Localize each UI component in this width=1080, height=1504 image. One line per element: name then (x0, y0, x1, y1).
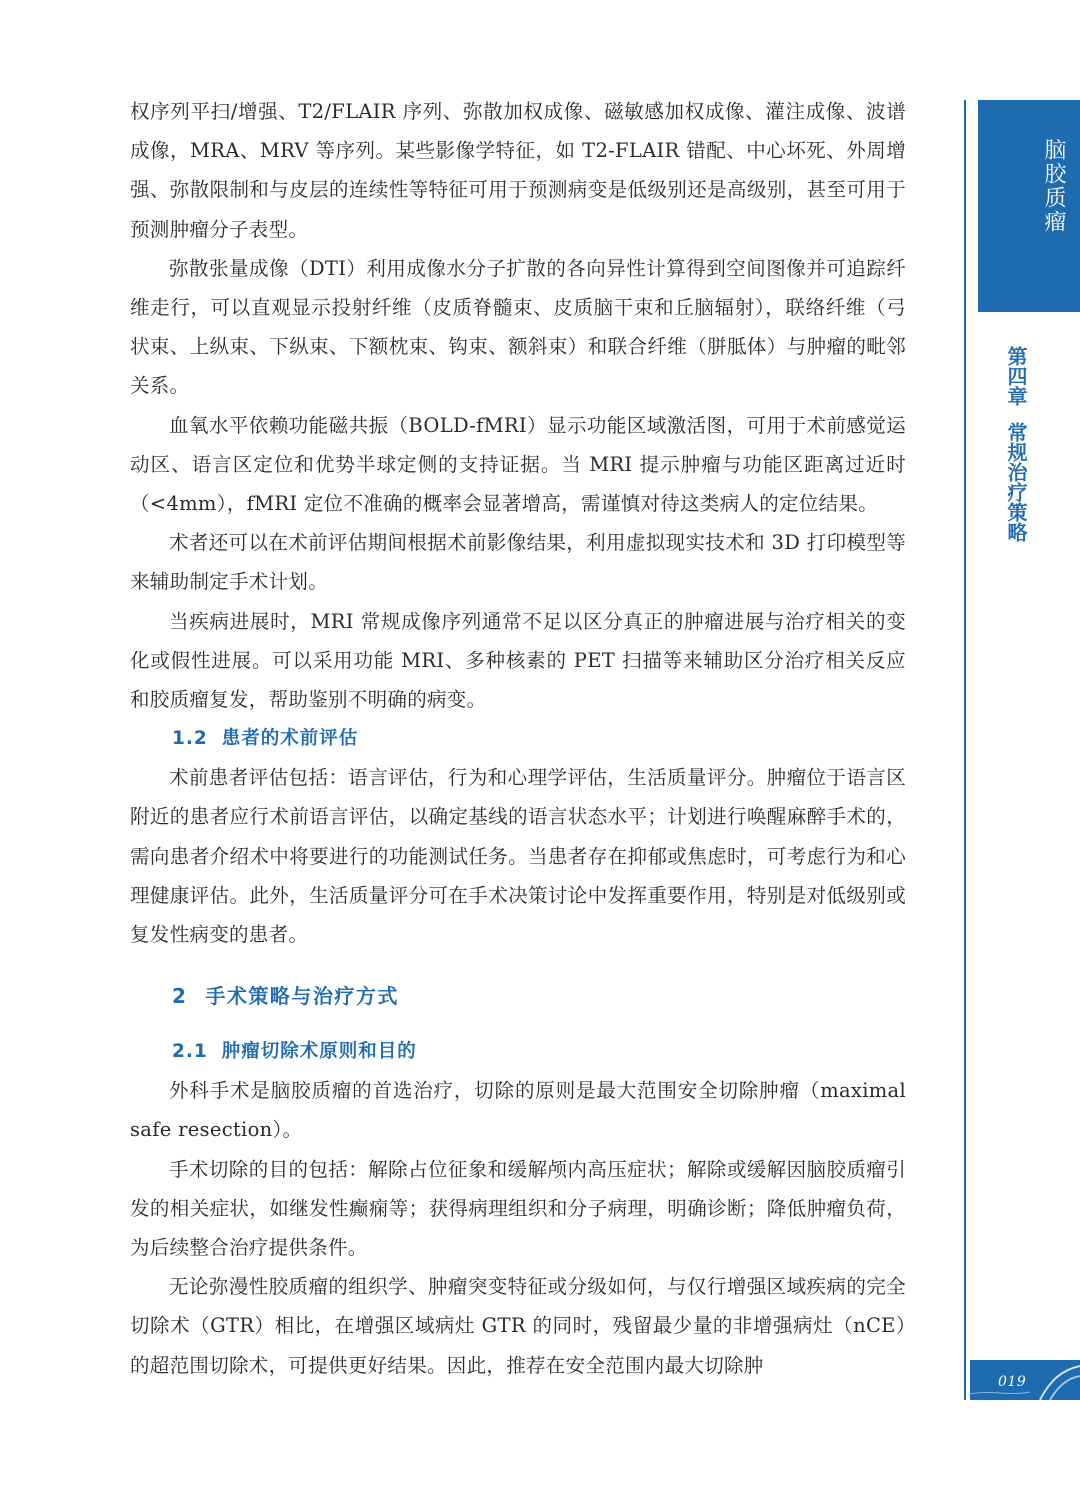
page-body (130, 92, 906, 1385)
sidebar-rule (964, 100, 966, 1400)
page-number-badge (970, 1360, 1080, 1400)
sidebar-tab-label: 脑胶质瘤 (1041, 138, 1066, 234)
page-number: 019 (998, 1374, 1027, 1390)
heading-section-1-2 (172, 719, 906, 758)
heading-number: 2.1 (172, 1041, 208, 1063)
heading-title: 患者的术前评估 (221, 728, 359, 750)
paragraph-resection-goals: 手术切除的目的包括：解除占位征象和缓解颅内高压症状；解除或缓解因脑胶质瘤引发的相关症状，如继发性癫痫等；获得病理组织和分子病理，明确诊断；降低肿瘤负荷，为后续整合治疗提供条件。 (130, 1157, 906, 1260)
heading-section-2-1 (172, 1032, 906, 1071)
paragraph-bold-fmri: 血氧水平依赖功能磁共振（BOLD-fMRI）显示功能区域激活图，可用于术前感觉运动区、语言区定位和优势半球定侧的支持证据。当 MRI 提示肿瘤与功能区距离过近时（<4mm），fMRI 定位不准确的概率会显著增高，需谨慎对待这类病人的定位结果。 (130, 413, 906, 516)
heading-number: 2 (172, 984, 188, 1009)
chapter-number: 第四章 (1004, 346, 1028, 406)
paragraph-dti: 弥散张量成像（DTI）利用成像水分子扩散的各向异性计算得到空间图像并可追踪纤维走行，可以直观显示投射纤维（皮质脊髓束、皮质脑干束和丘脑辐射），联络纤维（弓状束、上纵束、下纵束、下额枕束、钩束、额斜束）和联合纤维（胼胝体）与肿瘤的毗邻关系。 (130, 256, 906, 398)
paragraph-disease-progression: 当疾病进展时，MRI 常规成像序列通常不足以区分真正的肿瘤进展与治疗相关的变化或假性进展。可以采用功能 MRI、多种核素的 PET 扫描等来辅助区分治疗相关反应和胶质瘤复发，帮助鉴别不明确的病变。 (130, 609, 906, 712)
heading-number: 1.2 (172, 728, 208, 750)
paragraph-surgical-planning: 术者还可以在术前评估期间根据术前影像结果，利用虚拟现实技术和 3D 打印模型等来辅助制定手术计划。 (130, 531, 906, 594)
paragraph-extent-of-resection: 无论弥漫性胶质瘤的组织学、肿瘤突变特征或分级如何，与仅行增强区域疾病的完全切除术（GTR）相比，在增强区域病灶 GTR 的同时，残留最少量的非增强病灶（nCE）的超范围切除术，可提供更好结果。因此，推荐在安全范围内最大切除肿 (130, 1275, 906, 1377)
chapter-heading-vertical (1005, 346, 1027, 542)
heading-title: 手术策略与治疗方式 (205, 984, 399, 1009)
heading-section-2 (172, 976, 906, 1016)
paragraph-preop-assessment: 术前患者评估包括：语言评估，行为和心理学评估，生活质量评分。肿瘤位于语言区附近的患者应行术前语言评估，以确定基线的语言状态水平；计划进行唤醒麻醉手术的，需向患者介绍术中将要进行的功能测试任务。当患者存在抑郁或焦虑时，可考虑行为和心理健康评估。此外，生活质量评分可在手术决策讨论中发挥重要作用，特别是对低级别或复发性病变的患者。 (130, 766, 906, 947)
chapter-title: 常规治疗策略 (1004, 422, 1028, 542)
heading-title: 肿瘤切除术原则和目的 (221, 1041, 417, 1063)
paragraph-imaging-sequences: 权序列平扫/增强、T2/FLAIR 序列、弥散加权成像、磁敏感加权成像、灌注成像、波谱成像，MRA、MRV 等序列。某些影像学特征，如 T2-FLAIR 错配、中心坏死、外周增强、弥散限制和与皮层的连续性等特征可用于预测病变是低级别还是高级别，甚至可用于预测肿瘤分子表型。 (130, 100, 906, 241)
sidebar-tab (978, 100, 1080, 312)
paragraph-resection-principle: 外科手术是脑胶质瘤的首选治疗，切除的原则是最大范围安全切除肿瘤（maximal safe resection）。 (130, 1079, 906, 1142)
